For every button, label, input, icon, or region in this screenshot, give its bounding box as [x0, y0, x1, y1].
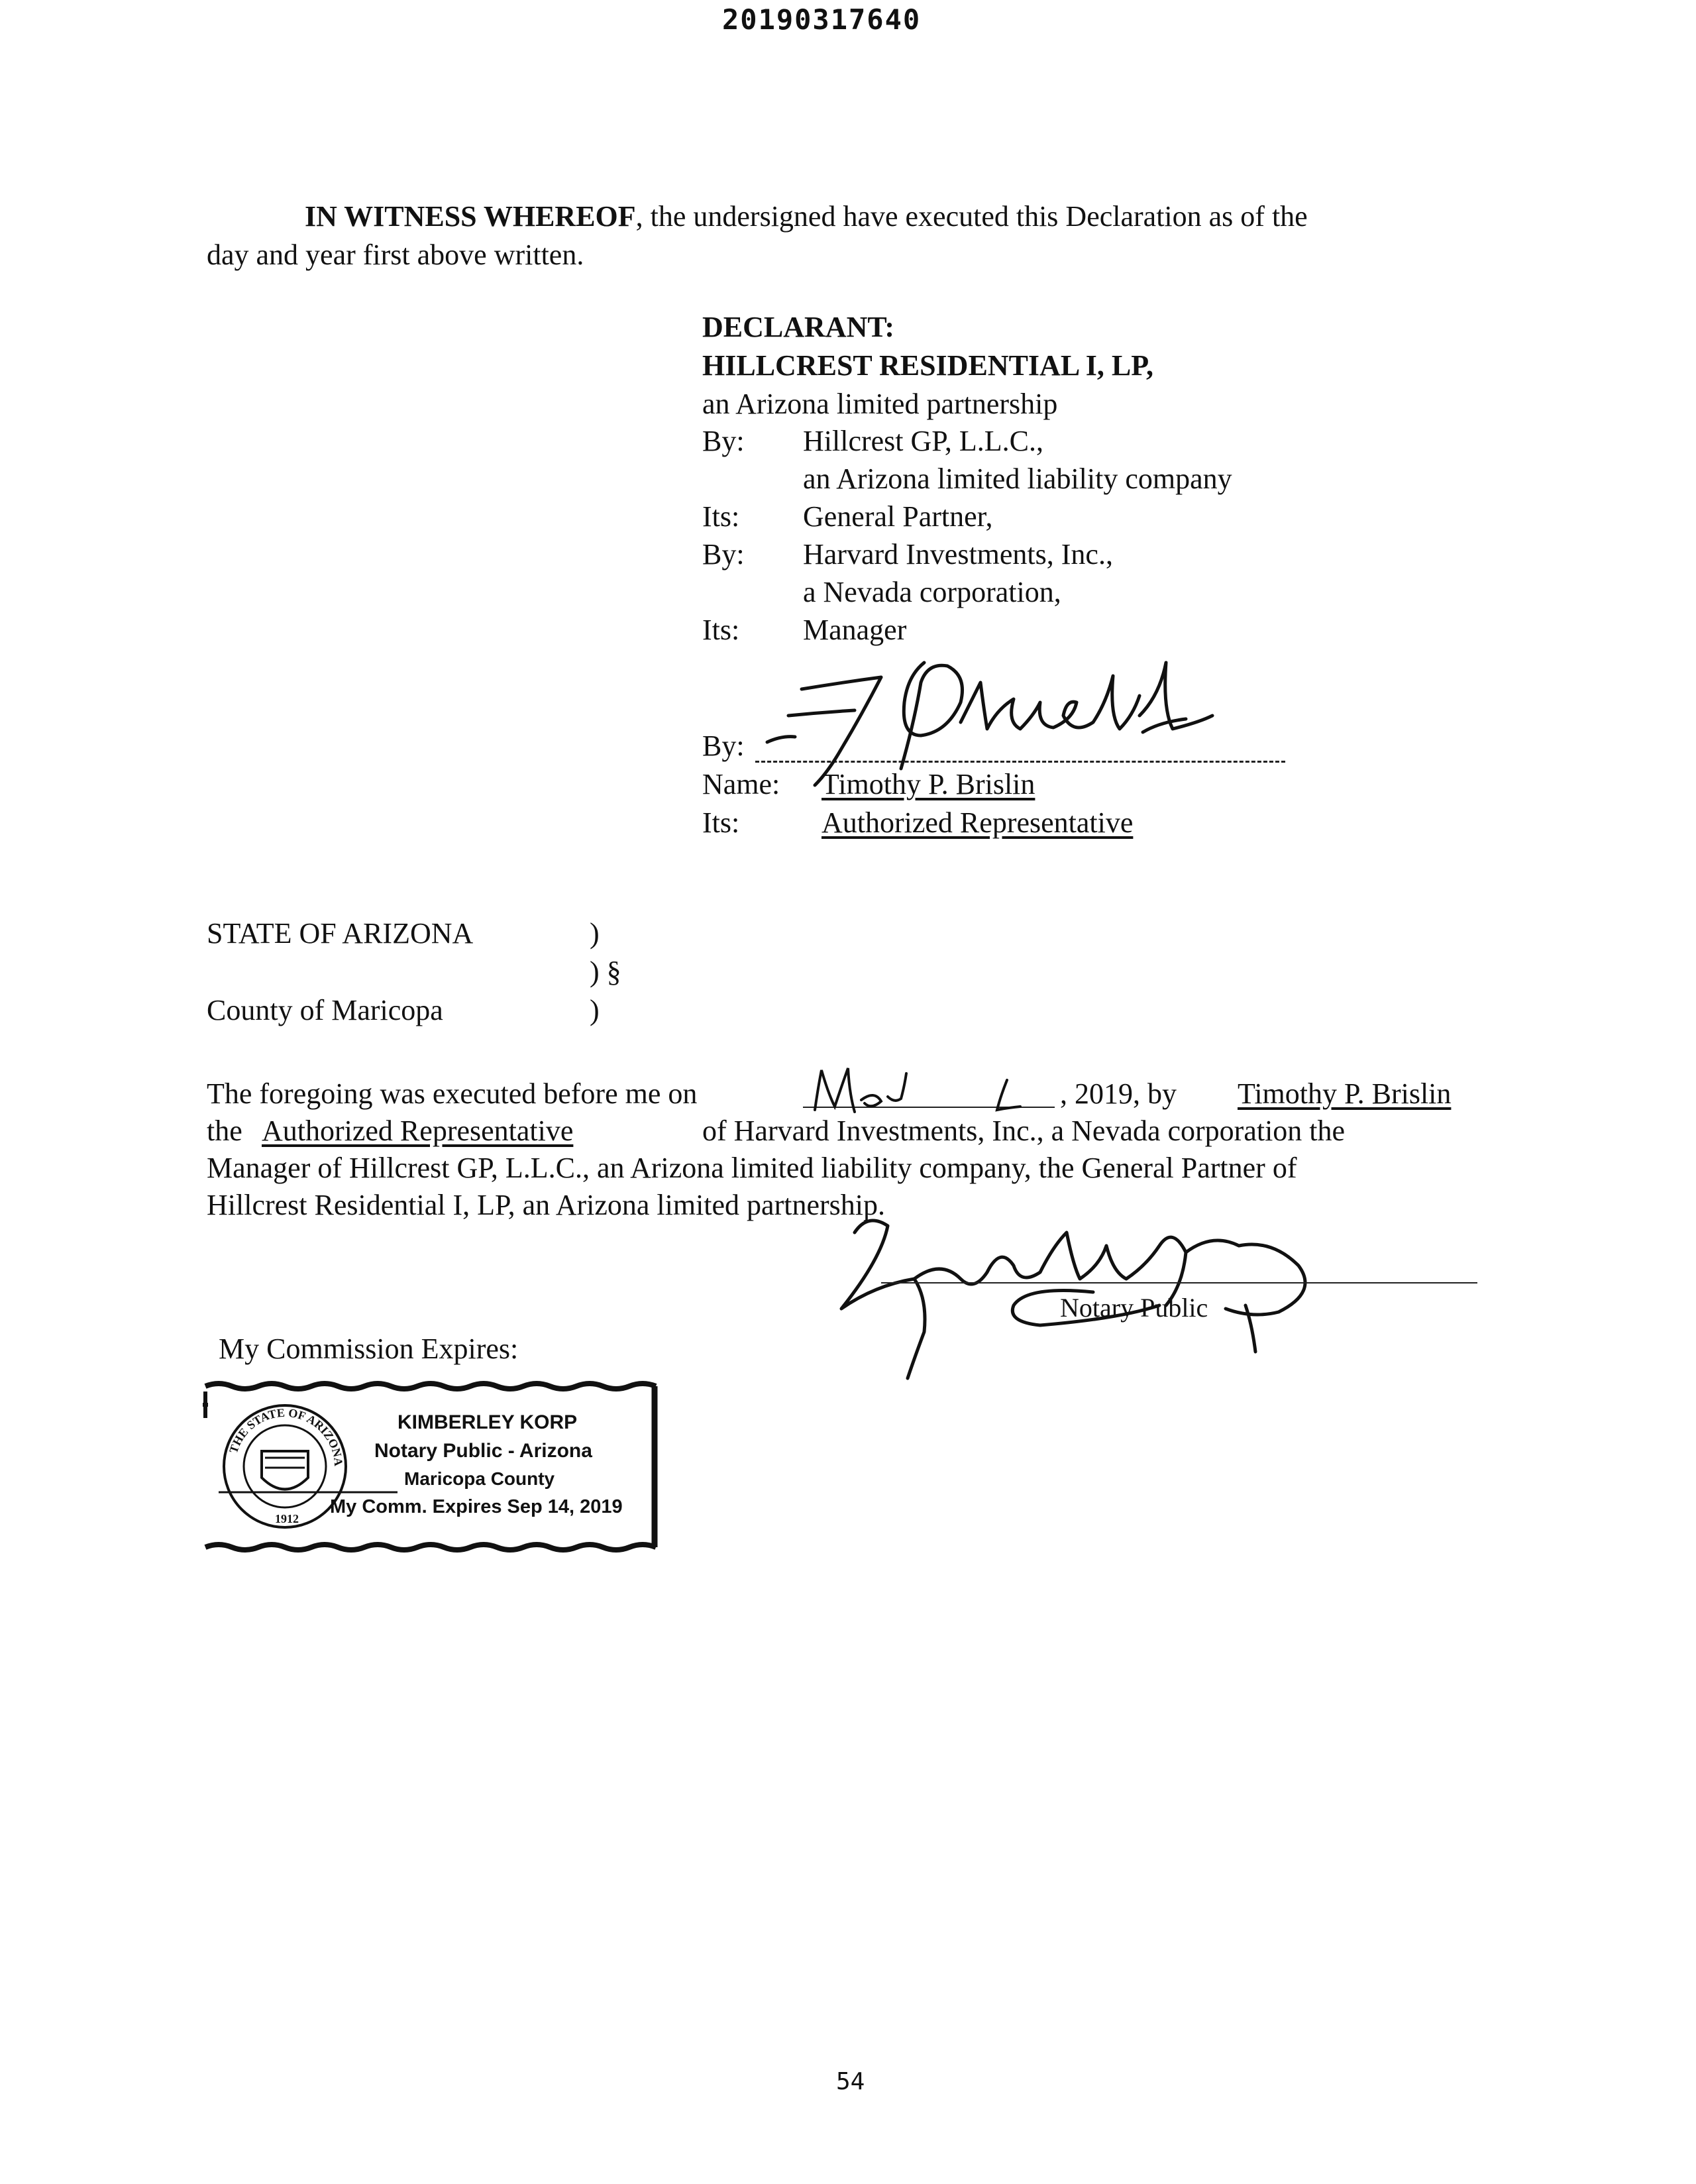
venue-paren-3: )	[590, 994, 600, 1026]
declarant-signature	[762, 636, 1239, 802]
stamp-county: Maricopa County	[404, 1468, 555, 1489]
sig-name-value: Timothy P. Brislin	[822, 768, 1035, 800]
venue-county: County of Maricopa	[207, 994, 443, 1026]
ack-line-1-name: Timothy P. Brislin	[1238, 1077, 1452, 1110]
page-number: 54	[836, 2068, 865, 2095]
ack-line-1a: The foregoing was executed before me on	[207, 1077, 698, 1110]
stamp-name: KIMBERLEY KORP	[398, 1411, 578, 1433]
witness-line-2: day and year first above written.	[207, 239, 584, 271]
chain-value: a Nevada corporation,	[803, 576, 1061, 608]
ack-line-2a: the	[207, 1115, 242, 1147]
ack-line-3: Manager of Hillcrest GP, L.L.C., an Arizona limited liability company, the General Partner of	[207, 1152, 1297, 1184]
sig-its-value: Authorized Representative	[822, 806, 1134, 839]
notary-signature-line	[881, 1282, 1477, 1283]
notary-public-label: Notary Public	[1060, 1293, 1208, 1323]
chain-label: By:	[702, 425, 745, 457]
chain-value: Hillcrest GP, L.L.C.,	[803, 425, 1043, 457]
ack-line-2-title: Authorized Representative	[262, 1115, 574, 1147]
venue-section: ) §	[590, 956, 621, 988]
declarant-heading: DECLARANT:	[702, 311, 895, 343]
seal-arc-text: THE STATE OF ARIZONA	[226, 1405, 346, 1467]
chain-value: Harvard Investments, Inc.,	[803, 538, 1113, 571]
stamp-title: Notary Public - Arizona	[374, 1440, 592, 1462]
declarant-entity: HILLCREST RESIDENTIAL I, LP,	[702, 349, 1154, 382]
chain-label: By:	[702, 538, 745, 571]
chain-value: General Partner,	[803, 500, 993, 533]
sig-its-label: Its:	[702, 806, 740, 839]
svg-text:THE STATE OF ARIZONA	[227, 1406, 345, 1467]
stamp-expires: My Comm. Expires Sep 14, 2019	[330, 1496, 623, 1517]
document-number: 20190317640	[722, 3, 922, 36]
witness-line-1-rest: , the undersigned have executed this Declaration as of the	[635, 200, 1308, 233]
witness-line-1	[305, 197, 1308, 236]
handwritten-date	[802, 1060, 1053, 1120]
ack-line-2b: of Harvard Investments, Inc., a Nevada corporation the	[702, 1115, 1346, 1147]
chain-value: an Arizona limited liability company	[803, 463, 1232, 495]
seal-year: 1912	[275, 1512, 299, 1525]
witness-lead: IN WITNESS WHEREOF	[305, 200, 636, 233]
chain-value: Manager	[803, 614, 907, 646]
sig-by-label: By:	[702, 730, 745, 762]
commission-label: My Commission Expires:	[219, 1333, 519, 1365]
ack-line-1-year: , 2019, by	[1060, 1077, 1177, 1110]
chain-label: Its:	[702, 500, 740, 533]
notary-stamp	[199, 1378, 662, 1557]
sig-name-label: Name:	[702, 768, 780, 800]
venue-state: STATE OF ARIZONA	[207, 917, 474, 950]
declarant-entity-desc: an Arizona limited partnership	[702, 388, 1058, 420]
stamp-seal	[199, 1380, 371, 1553]
venue-paren-1: )	[590, 917, 600, 950]
chain-label: Its:	[702, 614, 740, 646]
ack-line-4: Hillcrest Residential I, LP, an Arizona limited partnership.	[207, 1189, 885, 1221]
